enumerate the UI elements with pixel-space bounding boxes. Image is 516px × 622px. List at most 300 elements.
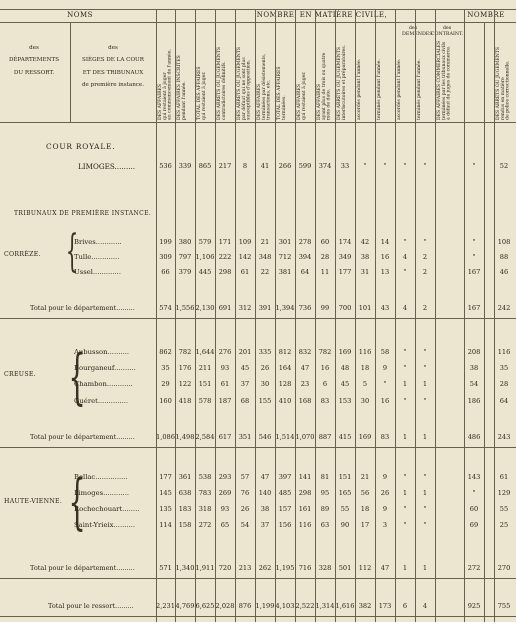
table-cell: 114 — [159, 521, 172, 529]
section-cour: COUR ROYALE. — [46, 142, 116, 151]
table-cell: 269 — [218, 489, 232, 497]
table-cell: 83 — [320, 397, 330, 405]
table-cell: 865 — [198, 162, 212, 170]
row-label: Aubusson.......... — [74, 348, 130, 356]
table-cell: 18 — [360, 505, 370, 513]
rule-col-1 — [70, 22, 71, 122]
table-cell: 25 — [499, 521, 509, 529]
table-cell: 1,086 — [156, 433, 175, 441]
table-cell: " — [403, 348, 407, 356]
table-cell: 48 — [340, 364, 350, 372]
rule-value-col-8 — [315, 9, 316, 622]
table-cell: 38 — [360, 253, 370, 261]
table-cell: 213 — [238, 564, 252, 572]
column-header-15: DES AFFAIRES COMMERCIALES terminées par les tribunaux civils à défaut de juges de commerce. — [437, 40, 452, 120]
table-cell: 167 — [467, 268, 481, 276]
table-cell: 349 — [338, 253, 352, 261]
table-cell: 58 — [380, 348, 390, 356]
table-cell: 93 — [220, 505, 230, 513]
table-cell: 485 — [278, 489, 292, 497]
rule-total — [0, 578, 516, 579]
table-cell: 156 — [278, 521, 292, 529]
table-cell: 26 — [380, 489, 390, 497]
column-header-12: terminés pendant l'année. — [377, 59, 382, 120]
table-cell: 1 — [402, 564, 408, 572]
table-cell: " — [423, 162, 427, 170]
row-label: Limoges............ — [74, 489, 130, 497]
rule-value-col-16 — [494, 9, 495, 622]
table-cell: 394 — [298, 253, 312, 261]
table-cell: 16 — [320, 364, 330, 372]
column-header-14: terminés pendant l'année. — [417, 59, 422, 120]
column-header-1: DES AFFAIRES qui restaient à juger au commencement de l'année. — [158, 49, 173, 120]
table-cell: 1,644 — [195, 348, 215, 356]
table-cell: 164 — [278, 364, 292, 372]
table-cell: 382 — [358, 602, 372, 610]
rule-col-3 — [464, 9, 465, 622]
table-cell: 716 — [298, 564, 312, 572]
department-creuse: CREUSE. — [4, 371, 36, 378]
department-haute-vienne: HAUTE-VIENNE. — [4, 498, 63, 505]
table-cell: 4 — [422, 602, 428, 610]
table-cell: 142 — [238, 253, 252, 261]
row-label: Saint-Yrieix.......... — [74, 521, 136, 529]
table-cell: 37 — [260, 521, 270, 529]
table-cell: 2,522 — [295, 602, 315, 610]
table-cell: 1 — [402, 489, 408, 497]
table-cell: 60 — [469, 505, 479, 513]
table-cell: 54 — [240, 521, 250, 529]
table-cell: 61 — [220, 380, 230, 388]
row-label: Chambon............ — [74, 380, 133, 388]
table-cell: 538 — [198, 473, 212, 481]
table-cell: 1 — [422, 564, 428, 572]
section-tribunaux: TRIBUNAUX DE PREMIÈRE INSTANCE. — [14, 210, 152, 217]
table-cell: 1,314 — [315, 602, 335, 610]
table-cell: 43 — [380, 304, 390, 312]
table-cell: " — [423, 364, 427, 372]
table-cell: 64 — [499, 397, 509, 405]
table-cell: 151 — [338, 473, 352, 481]
row-total-label: Total pour le département......... — [30, 304, 135, 312]
table-cell: 1,394 — [275, 304, 295, 312]
table-cell: " — [472, 253, 476, 261]
table-cell: 14 — [380, 238, 390, 246]
table-cell: 101 — [358, 304, 372, 312]
table-cell: " — [423, 348, 427, 356]
table-cell: " — [383, 162, 387, 170]
table-cell: 301 — [278, 238, 292, 246]
rule-value-col-5 — [255, 9, 256, 622]
table-cell: " — [403, 521, 407, 529]
table-cell: 298 — [218, 268, 232, 276]
table-cell: 832 — [298, 348, 312, 356]
table-cell: 862 — [159, 348, 172, 356]
table-cell: 812 — [278, 348, 292, 356]
table-cell: 578 — [198, 397, 212, 405]
table-cell: 31 — [360, 268, 370, 276]
table-cell: 736 — [298, 304, 312, 312]
table-cell: 6 — [402, 602, 408, 610]
table-cell: 160 — [159, 397, 172, 405]
table-cell: 579 — [198, 238, 212, 246]
rule-value-col-2 — [195, 9, 196, 622]
table-cell: 638 — [178, 489, 192, 497]
table-cell: 165 — [338, 489, 352, 497]
table-cell: 270 — [497, 564, 511, 572]
table-cell: 155 — [258, 397, 272, 405]
table-cell: 782 — [318, 348, 332, 356]
table-cell: 42 — [360, 238, 370, 246]
table-cell: 222 — [218, 253, 232, 261]
table-cell: 151 — [198, 380, 212, 388]
column-header-9: DES AFFAIRES ayant plus de trois ou quatre mois de date. — [317, 52, 332, 120]
column-header-2: DES AFFAIRES INSCRITES pendant l'année. — [177, 55, 187, 120]
table-cell: 1 — [422, 380, 428, 388]
table-cell: 90 — [340, 521, 350, 529]
row-label: Rochechouart........ — [74, 505, 140, 513]
table-cell: 574 — [159, 304, 172, 312]
table-cell: 11 — [320, 268, 330, 276]
table-cell: 797 — [178, 253, 192, 261]
table-cell: 41 — [260, 162, 270, 170]
table-cell: 243 — [497, 433, 511, 441]
table-cell: 5 — [362, 380, 368, 388]
rule-col-2 — [156, 9, 157, 622]
table-cell: 599 — [298, 162, 312, 170]
row-label: Brives............ — [74, 238, 122, 246]
table-cell: 116 — [358, 348, 372, 356]
table-cell: 335 — [258, 348, 272, 356]
table-cell: 3 — [382, 521, 388, 529]
table-cell: 141 — [298, 473, 312, 481]
column-header-7: TOTAL DES AFFAIRES terminées. — [277, 66, 287, 120]
table-cell: 186 — [467, 397, 481, 405]
table-cell: 6,625 — [195, 602, 215, 610]
table-cell: 415 — [338, 433, 352, 441]
table-cell: 617 — [218, 433, 232, 441]
table-cell: 37 — [240, 380, 250, 388]
rule-value-col-15 — [484, 22, 485, 622]
table-cell: 30 — [260, 380, 270, 388]
table-cell: 116 — [298, 521, 312, 529]
table-cell: " — [423, 473, 427, 481]
header-nombre: NOMBRE — [467, 11, 505, 19]
column-header-4: DES ARRÊTS OU JUGEMENTS contradictoires définitifs. — [217, 46, 227, 120]
table-cell: 418 — [178, 397, 192, 405]
table-cell: 501 — [338, 564, 352, 572]
table-cell: 177 — [338, 268, 352, 276]
table-cell: " — [472, 238, 476, 246]
table-cell: " — [423, 397, 427, 405]
table-cell: 1,195 — [275, 564, 295, 572]
table-cell: 26 — [240, 505, 250, 513]
department-correze: CORRÈZE. — [4, 251, 41, 258]
header-departements: des DÉPARTEMENTS DU RESSORT. — [8, 45, 60, 76]
table-cell: 199 — [159, 238, 172, 246]
table-cell: 61 — [240, 268, 250, 276]
table-cell: 318 — [198, 505, 212, 513]
header-sieges: des SIÈGES DE LA COUR ET DES TRIBUNAUX de première instance. — [81, 45, 145, 88]
table-cell: 116 — [497, 348, 511, 356]
table-cell: 187 — [218, 397, 232, 405]
column-header-8: DES AFFAIRES qui restaient à juger. — [297, 71, 307, 120]
table-cell: 298 — [298, 489, 312, 497]
table-cell: 66 — [161, 268, 170, 276]
table-cell: 95 — [320, 489, 330, 497]
column-header-10: DES ARRÊTS OU JUGEMENTS interlocutoires et préparatoires. — [337, 44, 347, 120]
table-cell: 691 — [218, 304, 232, 312]
header-civil: NOMBRE, EN MATIÈRE CIVILE, — [256, 11, 388, 19]
table-cell: 571 — [159, 564, 172, 572]
table-cell: 1 — [422, 433, 428, 441]
table-cell: 128 — [278, 380, 292, 388]
row-label: Bourganeuf.......... — [74, 364, 136, 372]
table-cell: 46 — [499, 268, 509, 276]
table-cell: " — [403, 397, 407, 405]
table-cell: 1,199 — [255, 602, 275, 610]
table-cell: 145 — [159, 489, 172, 497]
table-cell: 1,911 — [195, 564, 215, 572]
table-cell: 93 — [220, 364, 230, 372]
table-cell: 339 — [178, 162, 192, 170]
table-cell: 89 — [320, 505, 330, 513]
table-cell: 21 — [360, 473, 370, 481]
table-cell: 6 — [322, 380, 328, 388]
table-cell: 1 — [422, 489, 428, 497]
column-header-5: DES ARRÊTS OU JUGEMENTS par défaut qui ne sont plus susceptibles d'opposition. — [237, 46, 252, 120]
table-cell: 9 — [382, 364, 388, 372]
table-cell: 61 — [499, 473, 509, 481]
rule-value-col-14 — [435, 9, 436, 622]
header-amendes: des DEMENDES — [402, 26, 433, 37]
table-cell: 2,130 — [195, 304, 215, 312]
column-header-16: DES ARRÊTS OU JUGEMENTS rendus en matière de police correctionnelle. — [496, 46, 511, 120]
table-cell: 122 — [178, 380, 192, 388]
column-header-3: TOTAL DES AFFAIRES qui restaient à juger. — [197, 66, 207, 120]
table-cell: 54 — [469, 380, 479, 388]
row-label: Bellac............... — [74, 473, 128, 481]
table-cell: " — [423, 521, 427, 529]
table-cell: 38 — [260, 505, 270, 513]
table-cell: 55 — [499, 505, 509, 513]
table-cell: 2,028 — [215, 602, 235, 610]
table-cell: 45 — [240, 364, 250, 372]
table-cell: 2 — [422, 253, 428, 261]
table-cell: 276 — [218, 348, 232, 356]
table-cell: 143 — [467, 473, 481, 481]
table-cell: 83 — [380, 433, 390, 441]
table-cell: 76 — [240, 489, 250, 497]
table-cell: 397 — [278, 473, 292, 481]
table-cell: 16 — [380, 397, 390, 405]
rule-value-col-1 — [175, 9, 176, 622]
table-cell: 783 — [198, 489, 212, 497]
table-cell: 22 — [260, 268, 270, 276]
rule-head-bottom — [0, 122, 516, 123]
row-label: Guéret.............. — [74, 397, 129, 405]
table-cell: 99 — [320, 304, 330, 312]
table-cell: " — [403, 473, 407, 481]
table-cell: 33 — [340, 162, 350, 170]
table-cell: 410 — [278, 397, 292, 405]
table-cell: 217 — [218, 162, 232, 170]
table-cell: 176 — [178, 364, 192, 372]
table-cell: " — [472, 489, 476, 497]
table-cell: 266 — [278, 162, 292, 170]
table-cell: 1,556 — [175, 304, 195, 312]
rule-value-col-13 — [415, 9, 416, 622]
table-cell: 56 — [360, 489, 370, 497]
rule-value-col-10 — [355, 9, 356, 622]
table-cell: 109 — [238, 238, 252, 246]
table-cell: 1,340 — [175, 564, 195, 572]
table-cell: 112 — [358, 564, 372, 572]
table-cell: 35 — [161, 364, 170, 372]
table-cell: 712 — [278, 253, 292, 261]
table-cell: 720 — [218, 564, 232, 572]
table-cell: 60 — [320, 238, 330, 246]
header-contrainte: des CONTRAINT. — [430, 26, 464, 37]
table-cell: 379 — [178, 268, 192, 276]
table-cell: 69 — [469, 521, 479, 529]
table-cell: 486 — [467, 433, 481, 441]
column-header-13: accordés pendant l'année. — [397, 58, 402, 120]
table-cell: 177 — [159, 473, 172, 481]
table-cell: 16 — [380, 253, 390, 261]
table-cell: 328 — [318, 564, 332, 572]
row-label: Tulle............. — [74, 253, 120, 261]
table-cell: " — [403, 238, 407, 246]
table-cell: 4,103 — [275, 602, 295, 610]
table-cell: 153 — [338, 397, 352, 405]
table-cell: 167 — [467, 304, 481, 312]
table-cell: 1,514 — [275, 433, 295, 441]
table-cell: 755 — [497, 602, 511, 610]
table-cell: 208 — [467, 348, 481, 356]
rule-value-col-9 — [335, 9, 336, 622]
table-cell: 2,584 — [195, 433, 215, 441]
table-cell: 88 — [499, 253, 509, 261]
table-cell: 2 — [422, 304, 428, 312]
rule-value-col-3 — [215, 9, 216, 622]
table-cell: 169 — [338, 348, 352, 356]
table-cell: 293 — [218, 473, 232, 481]
table-cell: 63 — [320, 521, 330, 529]
table-cell: 140 — [258, 489, 272, 497]
row-total-label: Total pour le ressort......... — [48, 602, 134, 610]
table-cell: 374 — [318, 162, 332, 170]
table-cell: 171 — [218, 238, 232, 246]
table-cell: 45 — [340, 380, 350, 388]
row-total-label: Total pour le département......... — [30, 433, 135, 441]
brace-correze: { — [65, 226, 79, 277]
table-cell: 2,231 — [156, 602, 175, 610]
table-cell: 536 — [159, 162, 172, 170]
table-cell: 4 — [402, 253, 408, 261]
table-cell: " — [363, 162, 367, 170]
table-cell: 242 — [497, 304, 511, 312]
table-cell: " — [423, 505, 427, 513]
table-cell: 68 — [240, 397, 250, 405]
table-cell: 262 — [258, 564, 272, 572]
rule-value-col-7 — [295, 9, 296, 622]
table-cell: 135 — [159, 505, 172, 513]
table-cell: 278 — [298, 238, 312, 246]
table-cell: 47 — [300, 364, 310, 372]
table-cell: 8 — [242, 162, 248, 170]
table-cell: 47 — [380, 564, 390, 572]
table-cell: 391 — [258, 304, 272, 312]
table-cell: 47 — [260, 473, 270, 481]
table-cell: 876 — [238, 602, 252, 610]
table-cell: 38 — [469, 364, 479, 372]
table-cell: 81 — [320, 473, 330, 481]
table-cell: 925 — [467, 602, 481, 610]
table-cell: 55 — [340, 505, 350, 513]
table-cell: 312 — [238, 304, 252, 312]
table-cell: 381 — [278, 268, 292, 276]
rule-value-col-11 — [375, 9, 376, 622]
row-label: Ussel............. — [74, 268, 121, 276]
table-cell: 348 — [258, 253, 272, 261]
table-cell: 17 — [360, 521, 370, 529]
table-cell: 1 — [402, 380, 408, 388]
table-cell: 18 — [360, 364, 370, 372]
table-cell: 309 — [159, 253, 172, 261]
table-cell: 445 — [198, 268, 212, 276]
table-cell: " — [403, 268, 407, 276]
table-cell: 108 — [497, 238, 511, 246]
column-header-11: accordés pendant l'année. — [357, 58, 362, 120]
column-header-6: DES AFFAIRES terminées par désistements, transactions, etc. — [257, 53, 272, 120]
rule-total — [0, 616, 516, 617]
table-cell: 1,498 — [175, 433, 195, 441]
rule-total — [0, 447, 516, 448]
table-cell: 272 — [198, 521, 212, 529]
table-cell: 21 — [260, 238, 270, 246]
table-cell: 169 — [358, 433, 372, 441]
table-cell: " — [472, 162, 476, 170]
table-cell: 201 — [238, 348, 252, 356]
rule-top — [0, 9, 516, 10]
table-cell: 887 — [318, 433, 332, 441]
table-cell: 782 — [178, 348, 192, 356]
table-cell: 35 — [499, 364, 509, 372]
table-cell: 158 — [178, 521, 192, 529]
table-cell: 28 — [499, 380, 509, 388]
table-cell: 2 — [422, 268, 428, 276]
table-cell: 1 — [402, 433, 408, 441]
table-cell: 351 — [238, 433, 252, 441]
table-cell: 57 — [240, 473, 250, 481]
table-cell: 1,070 — [295, 433, 315, 441]
table-cell: 29 — [161, 380, 170, 388]
rule-value-col-12 — [395, 9, 396, 622]
table-cell: 1,106 — [195, 253, 215, 261]
table-cell: 28 — [320, 253, 330, 261]
table-cell: 30 — [360, 397, 370, 405]
table-cell: 9 — [382, 473, 388, 481]
table-cell: " — [383, 380, 387, 388]
table-cell: 546 — [258, 433, 272, 441]
table-cell: 174 — [338, 238, 352, 246]
table-cell: 161 — [298, 505, 312, 513]
rule-value-col-4 — [235, 9, 236, 622]
table-cell: 64 — [300, 268, 310, 276]
row-total-label: Total pour le département......... — [30, 564, 135, 572]
table-cell: 380 — [178, 238, 192, 246]
